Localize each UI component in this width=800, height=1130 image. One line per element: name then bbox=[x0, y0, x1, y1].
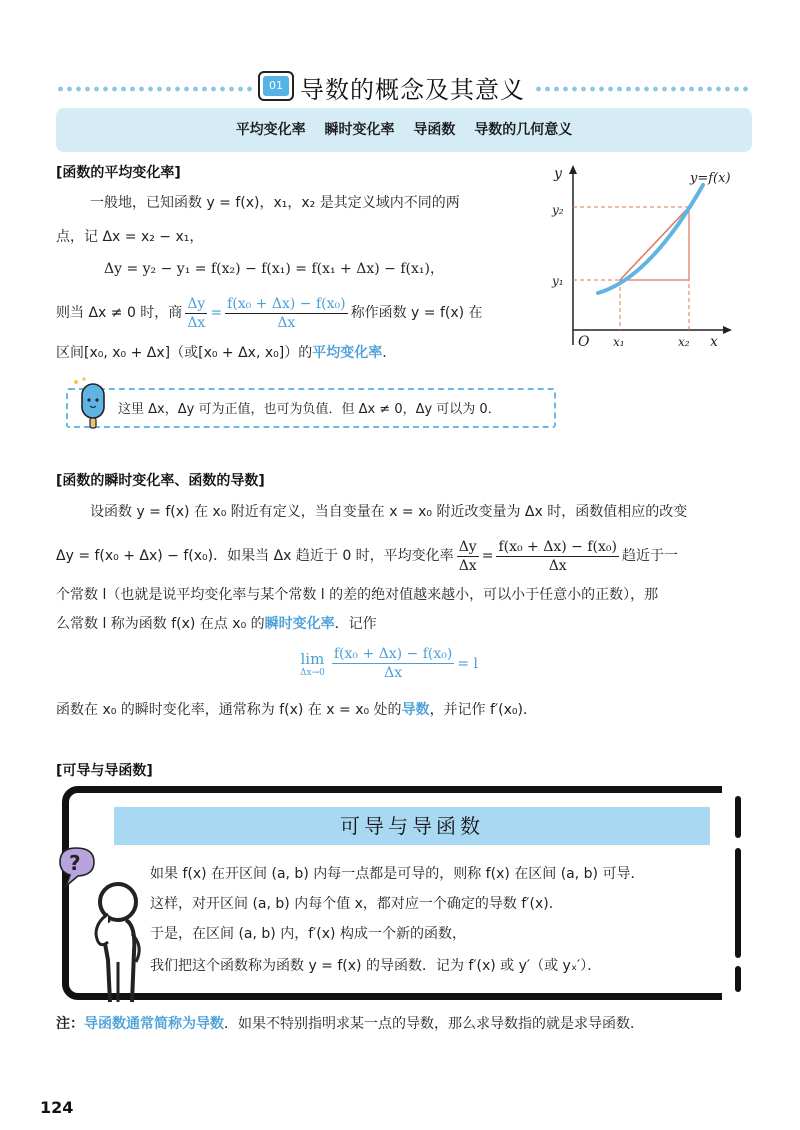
rate-frac2-num: f(x₀ + Δx) − f(x₀) bbox=[498, 538, 617, 555]
limit-num: f(x₀ + Δx) − f(x₀) bbox=[333, 646, 453, 662]
section2-line2 bbox=[56, 533, 678, 579]
avg-rate-fraction bbox=[185, 295, 207, 332]
curve-label: y=f(x) bbox=[690, 171, 731, 186]
rate-equals: = bbox=[481, 548, 494, 564]
x1-label: x₁ bbox=[613, 335, 625, 349]
footer-note bbox=[56, 1014, 644, 1034]
header-dots-left bbox=[56, 86, 256, 92]
origin-label: O bbox=[578, 334, 590, 350]
function-curve bbox=[598, 185, 703, 293]
line4-suffix: ．记作 bbox=[334, 616, 377, 632]
secant-graph bbox=[540, 160, 740, 360]
rate-fraction-expanded bbox=[496, 538, 619, 575]
section1-line5 bbox=[56, 343, 387, 363]
section1-line4 bbox=[56, 290, 483, 336]
footer-note-label: 注： bbox=[56, 1016, 84, 1032]
frac2-num: f(x₀ + Δx) − f(x₀) bbox=[227, 295, 346, 312]
rate-frac-num: Δy bbox=[458, 538, 477, 555]
term-derivative: 导数 bbox=[401, 702, 430, 718]
definition-line4: 我们把这个函数称为函数 y = f(x) 的导函数．记为 f′(x) 或 y′（或 yₓ′）． bbox=[150, 958, 602, 974]
page-number: 124 bbox=[40, 1098, 74, 1117]
frame-bar-right-mid bbox=[735, 848, 741, 958]
line5-prefix: 区间[x₀, x₀ + Δx]（或[x₀ + Δx, x₀]）的 bbox=[56, 345, 313, 361]
footer-note-highlight: 导函数通常简称为导数 bbox=[84, 1016, 224, 1032]
rate-fraction bbox=[457, 538, 479, 575]
footer-note-rest: ．如果不特别指明求某一点的导数，那么求导数指的就是求导函数． bbox=[224, 1016, 644, 1032]
note-text: 这里 Δx，Δy 可为正值，也可为负值．但 Δx ≠ 0，Δy 可以为 0． bbox=[118, 402, 501, 417]
y-axis-label: y bbox=[554, 166, 562, 182]
limit-fraction bbox=[332, 645, 455, 682]
section1-line3: Δy = y₂ − y₁ = f(x₂) − f(x₁) = f(x₁ + Δx) − f(x₁)， bbox=[104, 261, 444, 277]
frame-bar-right-top bbox=[735, 796, 741, 838]
frac-num: Δy bbox=[187, 295, 206, 312]
x-axis-arrow-icon bbox=[723, 326, 732, 334]
limit-operator bbox=[300, 650, 325, 678]
limit-den: Δx bbox=[384, 665, 403, 681]
line5-end: . bbox=[382, 345, 387, 361]
section-number: 01 bbox=[263, 76, 289, 96]
section2-heading: [函数的瞬时变化率、函数的导数] bbox=[56, 473, 265, 489]
section2-line4 bbox=[56, 614, 377, 634]
term-average-rate: 平均变化率 bbox=[312, 345, 383, 361]
limit-formula bbox=[300, 645, 478, 682]
section1-line2: 点，记 Δx = x₂ − x₁， bbox=[56, 229, 204, 245]
avg-rate-fraction-expanded bbox=[225, 295, 348, 332]
frac-den: Δx bbox=[187, 314, 206, 331]
rate-frac2-den: Δx bbox=[548, 557, 567, 574]
header-dots-right bbox=[534, 86, 750, 92]
section-number-badge bbox=[258, 71, 294, 101]
frame-bar-right-bottom bbox=[735, 966, 741, 992]
secant-line bbox=[620, 207, 689, 280]
topics-banner: 平均变化率 瞬时变化率 导函数 导数的几何意义 bbox=[56, 108, 752, 152]
line4-prefix: 则当 Δx ≠ 0 时，商 bbox=[56, 305, 183, 321]
line4-prefix: 么常数 l 称为函数 f(x) 在点 x₀ 的 bbox=[56, 616, 265, 632]
section2-line3: 个常数 l（也就是说平均变化率与某个常数 l 的差的绝对值越来越小，可以小于任意小的正数），那 bbox=[56, 587, 659, 603]
lim-text: lim bbox=[300, 649, 325, 668]
definition-line3: 于是，在区间 (a, b) 内，f′(x) 构成一个新的函数， bbox=[150, 926, 466, 942]
y-axis-arrow-icon bbox=[569, 165, 577, 174]
definition-line1: 如果 f(x) 在开区间 (a, b) 内每一点都是可导的，则称 f(x) 在区间 (a, b) 可导． bbox=[150, 866, 645, 882]
x-axis-label: x bbox=[710, 334, 718, 350]
rate-frac-den: Δx bbox=[458, 557, 477, 574]
question-mark: ? bbox=[69, 851, 81, 875]
equals-sign: = bbox=[210, 305, 223, 321]
section2-line1: 设函数 y = f(x) 在 x₀ 附近有定义，当自变量在 x = x₀ 附近改变量为 Δx 时，函数值相应的改变 bbox=[90, 504, 688, 520]
line5-prefix: 函数在 x₀ 的瞬时变化率，通常称为 f(x) 在 x = x₀ 处的 bbox=[56, 702, 402, 718]
limit-rhs: = l bbox=[457, 655, 479, 672]
section2-line5 bbox=[56, 700, 537, 720]
definition-title: 可导与导函数 bbox=[114, 807, 710, 845]
section3-heading: [可导与导函数] bbox=[56, 763, 153, 779]
line5-suffix: ，并记作 f′(x₀)． bbox=[429, 702, 537, 718]
section1-line1: 一般地，已知函数 y = f(x)，x₁，x₂ 是其定义域内不同的两 bbox=[90, 195, 460, 211]
y2-label: y₂ bbox=[552, 203, 564, 217]
x2-label: x₂ bbox=[678, 335, 690, 349]
thinking-person-icon bbox=[52, 842, 152, 1007]
term-instantaneous-rate: 瞬时变化率 bbox=[264, 616, 335, 632]
frame-gap-right bbox=[722, 780, 762, 1010]
section1-heading: [函数的平均变化率] bbox=[56, 165, 181, 181]
popsicle-icon bbox=[70, 376, 114, 432]
line2-suffix: 趋近于一 bbox=[621, 548, 678, 564]
definition-line2: 这样，对开区间 (a, b) 内每个值 x，都对应一个确定的导数 f′(x)． bbox=[150, 896, 563, 912]
y1-label: y₁ bbox=[552, 274, 564, 288]
line2-prefix: Δy = f(x₀ + Δx) − f(x₀)．如果当 Δx 趋近于 0 时，平均变化率 bbox=[56, 548, 454, 564]
frac2-den: Δx bbox=[277, 314, 296, 331]
line4-suffix: 称作函数 y = f(x) 在 bbox=[350, 305, 483, 321]
lim-subscript: Δx→0 bbox=[300, 667, 325, 678]
chapter-title: 导数的概念及其意义 bbox=[300, 76, 525, 104]
